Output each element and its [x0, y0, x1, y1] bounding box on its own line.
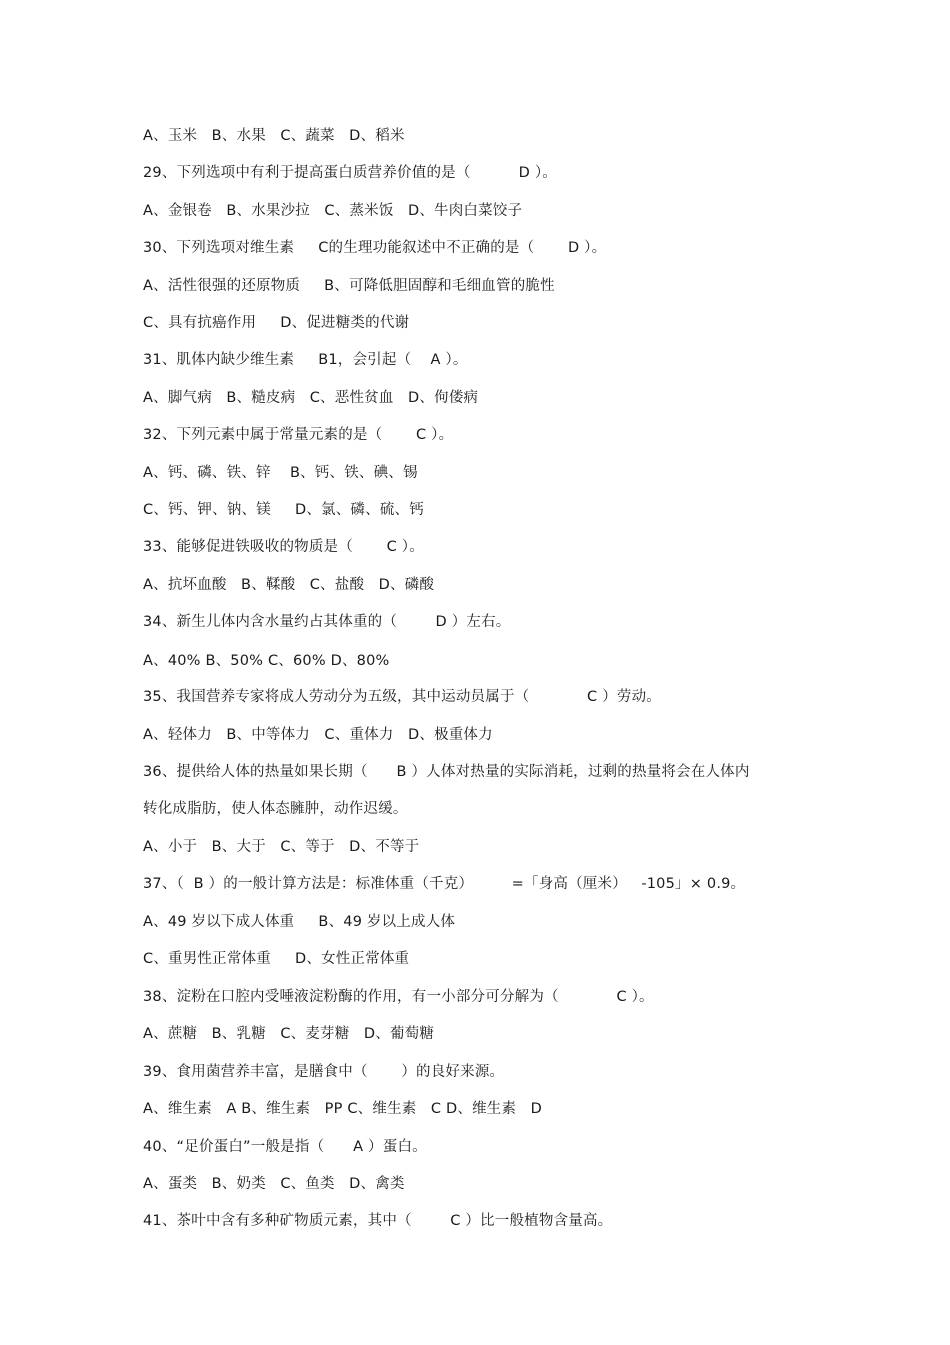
option-line-q37-b: C、重男性正常体重 D、女性正常体重 — [143, 951, 410, 967]
question-33: 33、能够促进铁吸收的物质是（ C ）。 — [143, 539, 424, 555]
question-37: 37、（ B ）的一般计算方法是：标准体重（千克） =「身高（厘米） -105」× 0.9。 — [143, 876, 746, 892]
question-35: 35、我国营养专家将成人劳动分为五级，其中运动员属于（ C ）劳动。 — [143, 689, 661, 705]
question-38: 38、淀粉在口腔内受唾液淀粉酶的作用，有一小部分可分解为（ C ）。 — [143, 989, 654, 1005]
option-line-q38: A、蔗糖 B、乳糖 C、麦芽糖 D、葡萄糖 — [143, 1026, 435, 1042]
option-line-q36: A、小于 B、大于 C、等于 D、不等于 — [143, 839, 420, 855]
question-36: 36、提供给人体的热量如果长期（ B ）人体对热量的实际消耗，过剩的热量将会在人体内 — [143, 764, 750, 780]
option-line-q34: A、40% B、50% C、60% D、80% — [143, 653, 390, 669]
question-40: 40、“足价蛋白”一般是指（ A ）蛋白。 — [143, 1139, 427, 1155]
question-34: 34、新生儿体内含水量约占其体重的（ D ）左右。 — [143, 614, 511, 630]
option-line-q30-b: C、具有抗癌作用 D、促进糖类的代谢 — [143, 315, 410, 331]
option-line-q33: A、抗坏血酸 B、鞣酸 C、盐酸 D、磷酸 — [143, 577, 435, 593]
question-31: 31、肌体内缺少维生素 B1，会引起（ A ）。 — [143, 352, 468, 368]
question-41: 41、茶叶中含有多种矿物质元素，其中（ C ）比一般植物含量高。 — [143, 1213, 613, 1229]
question-36-continued: 转化成脂肪，使人体态臃肿，动作迟缓。 — [143, 801, 408, 817]
option-line-q37-a: A、49 岁以下成人体重 B、49 岁以上成人体 — [143, 914, 456, 930]
option-line-q29: A、金银卷 B、水果沙拉 C、蒸米饭 D、牛肉白菜饺子 — [143, 203, 523, 219]
option-line-q40: A、蛋类 B、奶类 C、鱼类 D、禽类 — [143, 1176, 405, 1192]
option-line-q32-b: C、钙、钾、钠、镁 D、氯、磷、硫、钙 — [143, 502, 424, 518]
question-30: 30、下列选项对维生素 C的生理功能叙述中不正确的是（ D ）。 — [143, 240, 607, 256]
question-39: 39、食用菌营养丰富，是膳食中（ ）的良好来源。 — [143, 1064, 505, 1080]
option-line-q28: A、玉米 B、水果 C、蔬菜 D、稻米 — [143, 128, 405, 144]
option-line-q30-a: A、活性很强的还原物质 B、可降低胆固醇和毛细血管的脆性 — [143, 278, 555, 294]
question-29: 29、下列选项中有利于提高蛋白质营养价值的是（ D ）。 — [143, 165, 557, 181]
option-line-q39: A、维生素 A B、维生素 PP C、维生素 C D、维生素 D — [143, 1101, 542, 1117]
option-line-q35: A、轻体力 B、中等体力 C、重体力 D、极重体力 — [143, 727, 493, 743]
question-32: 32、下列元素中属于常量元素的是（ C ）。 — [143, 427, 454, 443]
option-line-q31: A、脚气病 B、糙皮病 C、恶性贫血 D、佝偻病 — [143, 390, 479, 406]
option-line-q32-a: A、钙、磷、铁、锌 B、钙、铁、碘、锡 — [143, 465, 418, 481]
